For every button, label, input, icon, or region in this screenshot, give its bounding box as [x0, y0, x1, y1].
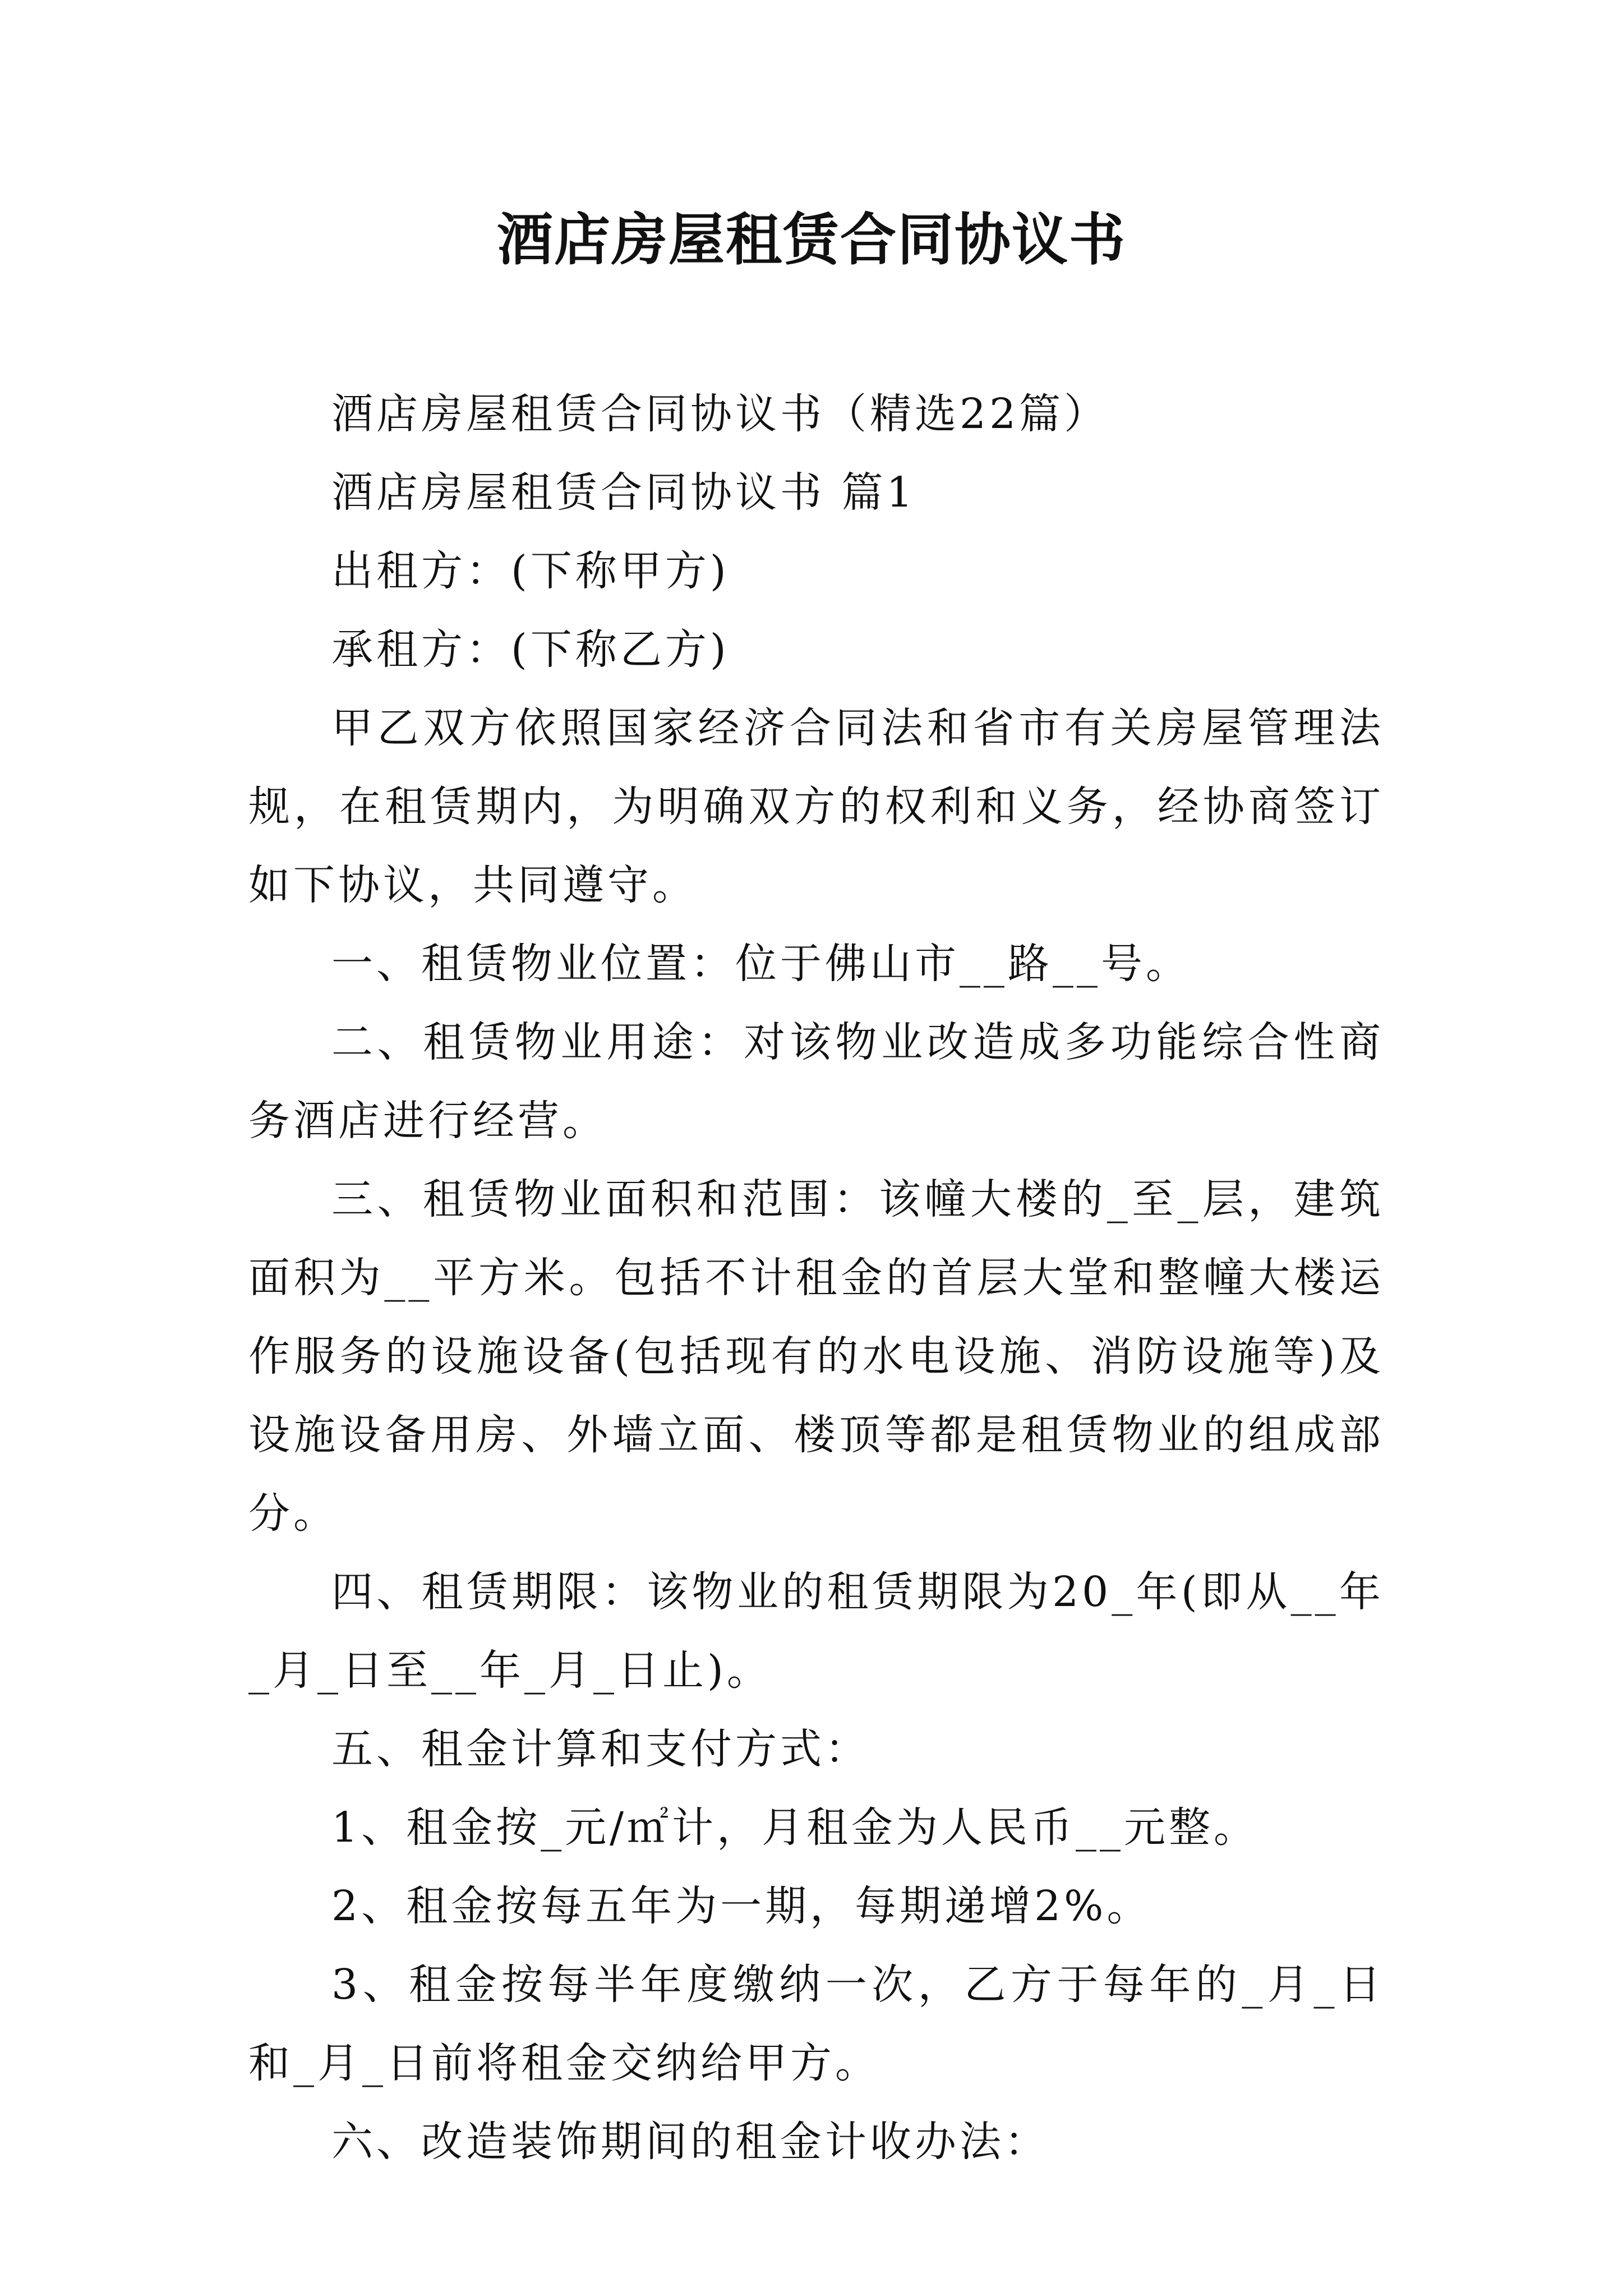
paragraph-clause-1: 一、租赁物业位置：位于佛山市__路__号。: [331, 940, 1191, 988]
paragraph-clause-5-item-2: 2、租金按每五年为一期，每期递增2%。: [331, 1882, 1152, 1930]
document-title: 酒店房屋租赁合同协议书: [497, 206, 1126, 273]
paragraph-clause-5-item-1: 1、租金按_元/㎡计，月租金为人民币__元整。: [331, 1803, 1259, 1852]
paragraph-clause-5: 五、租金计算和支付方式：: [331, 1725, 870, 1773]
paragraph-clause-4: 四、租赁期限：该物业的租赁期限为20_年(即从__年_月_日至__年_月_日止)。: [248, 1568, 1384, 1695]
paragraph-section-heading: 酒店房屋租赁合同协议书 篇1: [331, 468, 916, 517]
paragraph-preamble: 甲乙双方依照国家经济合同法和省市有关房屋管理法规，在租赁期内，为明确双方的权利和义务，经协商签订如下协议，共同遵守。: [248, 704, 1384, 909]
paragraph-clause-5-item-3: 3、租金按每半年度缴纳一次，乙方于每年的_月_日和_月_日前将租金交纳给甲方。: [248, 1961, 1384, 2087]
paragraph-clause-6: 六、改造装饰期间的租金计收办法：: [331, 2118, 1049, 2166]
paragraph-subtitle: 酒店房屋租赁合同协议书（精选22篇）: [331, 390, 1109, 438]
paragraph-lessor: 出租方：(下称甲方): [331, 547, 730, 595]
document-body: [248, 375, 1384, 2181]
paragraph-lessee: 承租方：(下称乙方): [331, 625, 730, 674]
paragraph-clause-2: 二、租赁物业用途：对该物业改造成多功能综合性商务酒店进行经营。: [248, 1018, 1384, 1145]
paragraph-clause-3: 三、租赁物业面积和范围：该幢大楼的_至_层，建筑面积为__平方米。包括不计租金的首层大堂和整幢大楼运作服务的设施设备(包括现有的水电设施、消防设施等)及设施设备用房、外墙立面、楼顶等都是租赁物业的组成部分。: [248, 1175, 1384, 1538]
